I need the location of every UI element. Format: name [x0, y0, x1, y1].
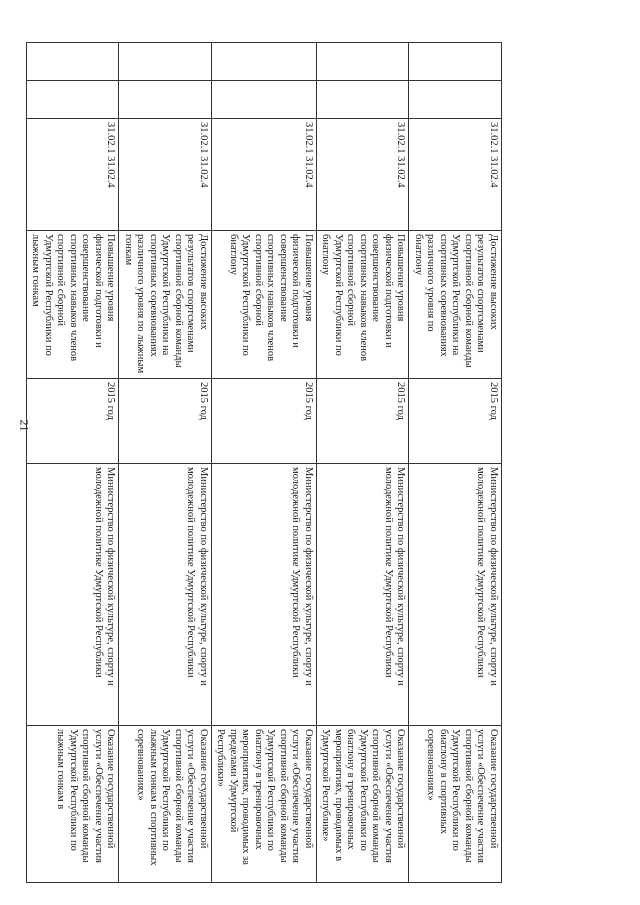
result-cell: Достижение высоких результатов спортсменами спортивной сборной команды Удмуртской Республики на спортивных соревнованиях различного уровня по лыжным гонкам	[119, 231, 212, 379]
table-row	[317, 43, 410, 883]
codes-cell: 31.02.1 31.02.4	[212, 119, 317, 231]
empty-cell	[27, 81, 120, 119]
result-cell: Достижение высоких результатов спортсменами спортивной сборной команды Удмуртской Республики на спортивных соревнованиях различного уровня по биатлону	[409, 231, 502, 379]
table-row	[27, 43, 120, 883]
codes-cell: 31.02.1 31.02.4	[317, 119, 410, 231]
ministry-cell: Министерство по физической культуре, спорту и молодежной политике Удмуртской Республики	[212, 464, 317, 726]
ministry-cell: Министерство по физической культуре, спорту и молодежной политике Удмуртской Республики	[317, 464, 410, 726]
rotated-table-frame	[30, 42, 502, 882]
empty-cell	[317, 81, 410, 119]
empty-cell	[317, 43, 410, 81]
ministry-cell: Министерство по физической культуре, спорту и молодежной политике Удмуртской Республики	[27, 464, 120, 726]
empty-cell	[409, 81, 502, 119]
table-body	[27, 43, 502, 883]
ministry-cell: Министерство по физической культуре, спорту и молодежной политике Удмуртской Республики	[119, 464, 212, 726]
empty-cell	[409, 43, 502, 81]
year-cell: 2015 год	[409, 379, 502, 464]
page-number: 21	[17, 419, 32, 432]
service-cell: Оказание государственной услуги «Обеспечение участия спортивной сборной команды Удмуртской Республики по лыжным гонкам в	[27, 726, 120, 883]
year-cell: 2015 год	[317, 379, 410, 464]
table-row	[119, 43, 212, 883]
result-cell: Повышение уровня физической подготовки и совершенствование спортивных навыков членов спортивной сборной Удмуртской Республики по биатлону	[212, 231, 317, 379]
program-table	[26, 42, 502, 883]
service-cell: Оказание государственной услуги «Обеспечение участия спортивной сборной команды Удмуртской Республики по биатлону в тренировочных мероприятиях, проводимых в Удмуртской Республике»	[317, 726, 410, 883]
table-container	[30, 42, 502, 882]
codes-cell: 31.02.1 31.02.4	[119, 119, 212, 231]
year-cell: 2015 год	[119, 379, 212, 464]
codes-cell: 31.02.1 31.02.4	[409, 119, 502, 231]
empty-cell	[119, 43, 212, 81]
result-cell: Повышение уровня физической подготовки и совершенствование спортивных навыков членов спортивной сборной Удмуртской Республики по лыжным гонкам	[27, 231, 120, 379]
empty-cell	[212, 81, 317, 119]
result-cell: Повышение уровня физической подготовки и совершенствование спортивных навыков членов спортивной сборной Удмуртской Республики по биатлону	[317, 231, 410, 379]
empty-cell	[119, 81, 212, 119]
codes-cell: 31.02.1 31.02.4	[27, 119, 120, 231]
empty-cell	[27, 43, 120, 81]
empty-cell	[212, 43, 317, 81]
year-cell: 2015 год	[212, 379, 317, 464]
service-cell: Оказание государственной услуги «Обеспечение участия спортивной сборной команды Удмуртской Республики по биатлону в спортивных соревнованиях»	[409, 726, 502, 883]
table-row	[212, 43, 317, 883]
service-cell: Оказание государственной услуги «Обеспечение участия спортивной сборной команды Удмуртской Республики по лыжным гонкам в спортивных соревнованиях»	[119, 726, 212, 883]
ministry-cell: Министерство по физической культуре, спорту и молодежной политике Удмуртской Республики	[409, 464, 502, 726]
service-cell: Оказание государственной услуги «Обеспечение участия спортивной сборной команды Удмуртской Республики по биатлону в тренировочных мероприятиях, проводимых за пределами Удмуртской Республики»	[212, 726, 317, 883]
table-row	[409, 43, 502, 883]
year-cell: 2015 год	[27, 379, 120, 464]
